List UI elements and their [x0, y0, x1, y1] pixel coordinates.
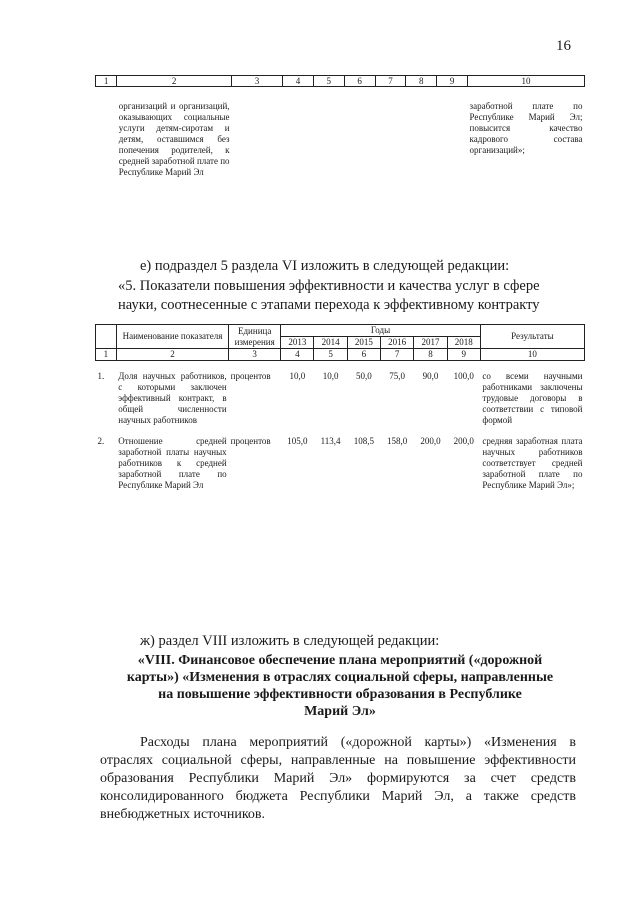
heading-line: Марий Эл»: [304, 704, 376, 719]
value-cell: 90,0: [422, 371, 439, 381]
section-zh-instruction: ж) раздел VIII изложить в следующей редакции:: [140, 633, 440, 649]
col-number: 6: [344, 76, 375, 87]
col-number: 10: [468, 76, 585, 87]
year-header: 2015: [347, 337, 380, 349]
value-cell: 113,4: [320, 436, 341, 446]
col-number: 3: [229, 349, 281, 361]
col-number: 7: [381, 349, 414, 361]
result-cell: со всеми научными работниками заключены трудовые договоры в соответствии с типовой формой: [482, 371, 583, 425]
heading-line: «VIII. Финансовое обеспечение плана мероприятий («дорожной: [137, 653, 543, 668]
col-number: 8: [414, 349, 447, 361]
table-row: [96, 87, 585, 179]
header-unit: Единица измерения: [229, 325, 281, 349]
table-row: [96, 426, 585, 491]
row-number: 1.: [97, 371, 105, 381]
continuation-table: [95, 75, 585, 178]
col-number: 1: [96, 76, 117, 87]
col-number: 2: [117, 76, 232, 87]
col-number: 3: [232, 76, 283, 87]
col-number: 1: [96, 349, 117, 361]
unit-cell: процентов: [230, 371, 271, 381]
final-paragraph: Расходы плана мероприятий («дорожной карты») «Изменения в отраслях социальной сферы, направленные на повышение эффективности образования Республики Марий Эл» формируются за счет средств консолидированного бюджета Республики Марий Эл, а также средств внебюджетных источников.: [100, 735, 576, 822]
col-number: 6: [347, 349, 380, 361]
indicator-cell: Отношение средней заработной платы научных работников к средней заработной плате по Республике Марий Эл: [118, 436, 227, 490]
col-number: 2: [116, 349, 228, 361]
col-number: 5: [314, 349, 347, 361]
table-row: [96, 361, 585, 427]
col-number: 4: [281, 349, 314, 361]
col-number: 8: [406, 76, 437, 87]
year-header: 2016: [381, 337, 414, 349]
indicator-cell: организаций и организаций, оказывающих социальные услуги детям-сиротам и детям, оставшимся без попечения родителей, к средней заработной плате по Республике Марий Эл: [118, 101, 230, 177]
value-cell: 158,0: [387, 436, 408, 446]
indicator-cell: Доля научных работников, с которыми заключен эффективный контракт, в общей численности научных работников: [118, 371, 227, 425]
value-cell: 75,0: [389, 371, 406, 381]
header-years: Годы: [281, 325, 481, 337]
indicators-table: [95, 324, 585, 491]
col-number: 9: [437, 76, 468, 87]
value-cell: 100,0: [453, 371, 474, 381]
col-number: 10: [480, 349, 584, 361]
section-viii-heading: [100, 652, 580, 720]
value-cell: 10,0: [289, 371, 306, 381]
col-number: 5: [313, 76, 344, 87]
unit-cell: процентов: [230, 436, 271, 446]
col-number: 4: [283, 76, 314, 87]
header-indicator: Наименование показателя: [116, 325, 228, 349]
year-header: 2014: [314, 337, 347, 349]
header-results: Результаты: [480, 325, 584, 349]
col-number: 9: [447, 349, 480, 361]
subsection-e-instruction: е) подраздел 5 раздела VI изложить в следующей редакции:: [140, 258, 510, 274]
result-cell: заработной плате по Республике Марий Эл; повысится качество кадрового состава организаций»;: [469, 101, 583, 155]
subsection-title-line1: «5. Показатели повышения эффективности и качества услуг в сфере: [118, 278, 540, 294]
year-header: 2013: [281, 337, 314, 349]
value-cell: 50,0: [356, 371, 372, 381]
subsection-title-line2: науки, соотнесенные с этапами перехода к эффективному контракту: [118, 297, 540, 313]
value-cell: 105,0: [287, 436, 308, 446]
header-row: [96, 325, 585, 337]
value-cell: 200,0: [453, 436, 474, 446]
heading-line: карты») «Изменения в отраслях социальной сферы, направленные: [126, 670, 554, 685]
year-header: 2017: [414, 337, 447, 349]
col-number: 7: [375, 76, 406, 87]
result-cell: средняя заработная плата научных работников соответствует средней заработной плате по Республике Марий Эл»;: [482, 436, 583, 490]
row-number: 2.: [97, 436, 105, 446]
value-cell: 200,0: [420, 436, 441, 446]
heading-line: на повышение эффективности образования в Республике: [158, 687, 522, 702]
column-number-row: [96, 76, 585, 87]
value-cell: 10,0: [322, 371, 339, 381]
year-header: 2018: [447, 337, 480, 349]
column-number-row: [96, 349, 585, 361]
value-cell: 108,5: [353, 436, 374, 446]
page-number: 16: [556, 38, 571, 54]
